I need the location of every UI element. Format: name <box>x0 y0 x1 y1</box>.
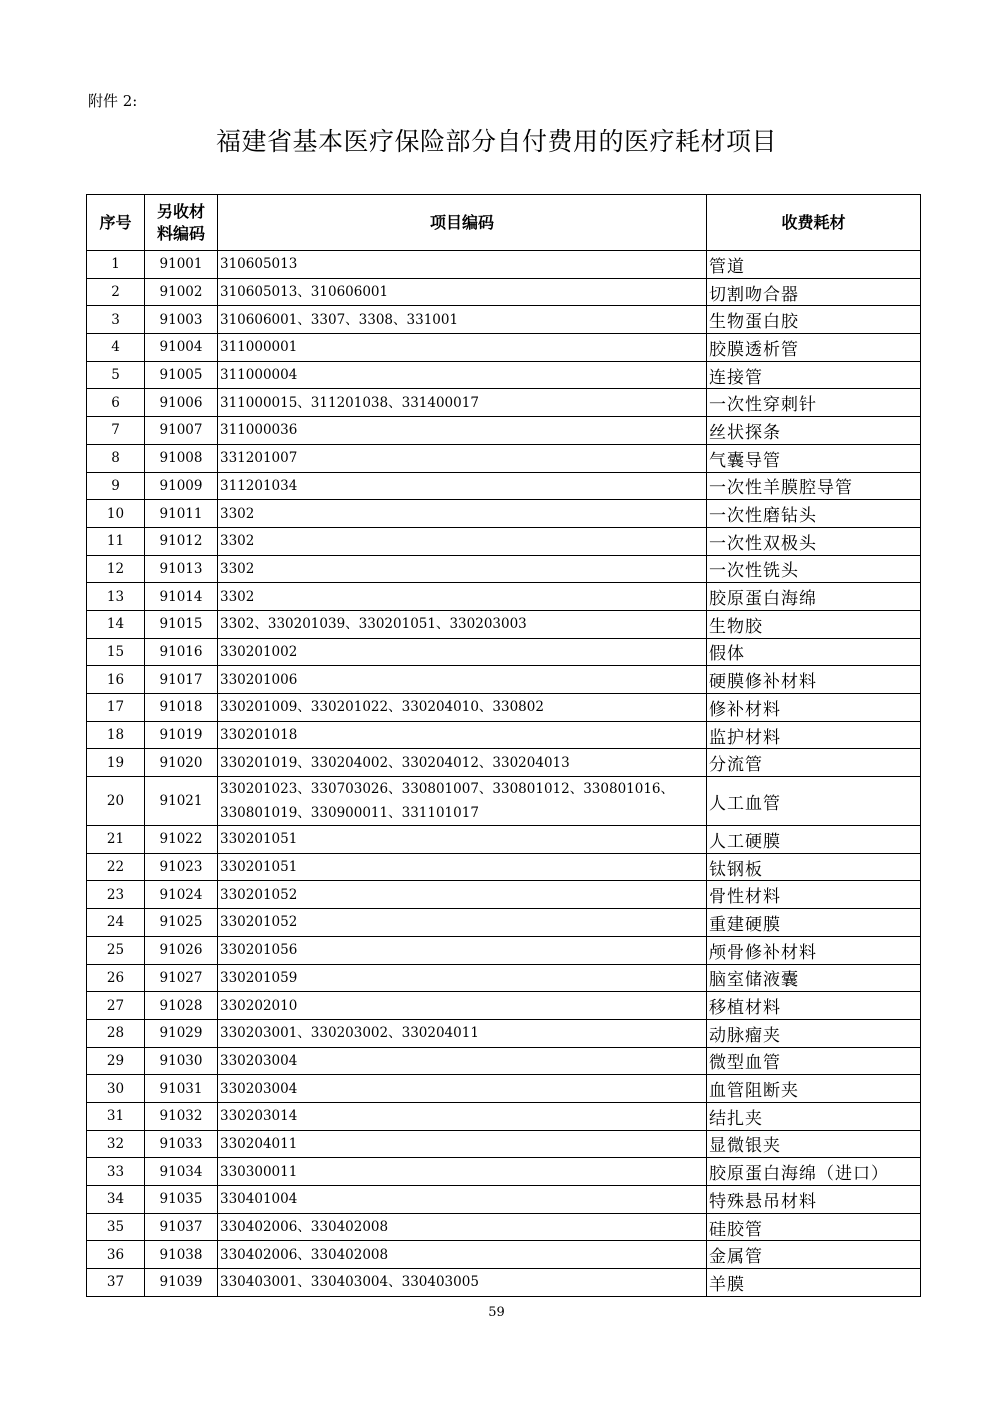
row-project-code: 311000004 <box>218 361 707 389</box>
row-material: 切割吻合器 <box>707 278 921 306</box>
row-seq: 21 <box>87 826 145 854</box>
row-seq: 8 <box>87 444 145 472</box>
row-material-code: 91033 <box>145 1130 218 1158</box>
row-material-code: 91011 <box>145 500 218 528</box>
row-material: 羊膜 <box>707 1269 921 1297</box>
table-row <box>87 749 921 777</box>
row-seq: 26 <box>87 964 145 992</box>
row-project-code: 330203004 <box>218 1075 707 1103</box>
row-material: 硅胶管 <box>707 1213 921 1241</box>
row-material: 重建硬膜 <box>707 909 921 937</box>
row-material: 一次性羊膜腔导管 <box>707 472 921 500</box>
row-material-code: 91026 <box>145 936 218 964</box>
row-material-code: 91002 <box>145 278 218 306</box>
row-material-code: 91030 <box>145 1047 218 1075</box>
row-material-code: 91004 <box>145 334 218 362</box>
row-project-code: 3302 <box>218 527 707 555</box>
row-material-code: 91015 <box>145 610 218 638</box>
table-row <box>87 278 921 306</box>
table-row <box>87 964 921 992</box>
row-seq: 15 <box>87 638 145 666</box>
row-project-code: 330201023、330703026、330801007、330801012、330801016、330801019、330900011、331101017 <box>218 777 707 826</box>
header-seq: 序号 <box>87 195 145 251</box>
table-row <box>87 694 921 722</box>
row-project-code: 330203001、330203002、330204011 <box>218 1019 707 1047</box>
row-seq: 4 <box>87 334 145 362</box>
row-seq: 19 <box>87 749 145 777</box>
row-material: 分流管 <box>707 749 921 777</box>
row-material: 修补材料 <box>707 694 921 722</box>
table-row <box>87 555 921 583</box>
row-material-code: 91024 <box>145 881 218 909</box>
table-row <box>87 361 921 389</box>
row-seq: 7 <box>87 417 145 445</box>
row-material: 微型血管 <box>707 1047 921 1075</box>
row-material: 脑室储液囊 <box>707 964 921 992</box>
table-row <box>87 472 921 500</box>
row-material: 移植材料 <box>707 992 921 1020</box>
row-seq: 30 <box>87 1075 145 1103</box>
row-material: 动脉瘤夹 <box>707 1019 921 1047</box>
table-row <box>87 610 921 638</box>
row-material: 钛钢板 <box>707 853 921 881</box>
row-material: 气囊导管 <box>707 444 921 472</box>
row-material: 生物蛋白胶 <box>707 306 921 334</box>
row-project-code: 330401004 <box>218 1186 707 1214</box>
row-material: 一次性磨钻头 <box>707 500 921 528</box>
row-material-code: 91018 <box>145 694 218 722</box>
row-project-code: 330201018 <box>218 721 707 749</box>
page-number: 59 <box>488 1305 505 1320</box>
row-seq: 31 <box>87 1102 145 1130</box>
row-material-code: 91013 <box>145 555 218 583</box>
row-seq: 6 <box>87 389 145 417</box>
table-row <box>87 1241 921 1269</box>
row-material-code: 91021 <box>145 777 218 826</box>
table-row <box>87 500 921 528</box>
row-material-code: 91038 <box>145 1241 218 1269</box>
row-project-code: 330201052 <box>218 881 707 909</box>
row-seq: 37 <box>87 1269 145 1297</box>
row-material: 胶膜透析管 <box>707 334 921 362</box>
row-project-code: 311000015、311201038、331400017 <box>218 389 707 417</box>
row-material: 生物胶 <box>707 610 921 638</box>
row-seq: 11 <box>87 527 145 555</box>
row-seq: 36 <box>87 1241 145 1269</box>
row-seq: 9 <box>87 472 145 500</box>
table-row <box>87 334 921 362</box>
row-project-code: 330201009、330201022、330204010、330802 <box>218 694 707 722</box>
table-row <box>87 583 921 611</box>
row-material-code: 91001 <box>145 251 218 279</box>
table-row <box>87 527 921 555</box>
table-row <box>87 936 921 964</box>
row-seq: 23 <box>87 881 145 909</box>
row-seq: 16 <box>87 666 145 694</box>
row-material: 胶原蛋白海绵（进口） <box>707 1158 921 1186</box>
row-project-code: 330201051 <box>218 853 707 881</box>
row-seq: 18 <box>87 721 145 749</box>
table-row <box>87 909 921 937</box>
row-material-code: 91032 <box>145 1102 218 1130</box>
row-project-code: 330201006 <box>218 666 707 694</box>
row-seq: 13 <box>87 583 145 611</box>
row-seq: 28 <box>87 1019 145 1047</box>
row-material-code: 91027 <box>145 964 218 992</box>
table-row <box>87 826 921 854</box>
row-project-code: 330201051 <box>218 826 707 854</box>
row-material-code: 91005 <box>145 361 218 389</box>
row-seq: 27 <box>87 992 145 1020</box>
header-code-line2: 料编码 <box>156 223 205 243</box>
row-seq: 34 <box>87 1186 145 1214</box>
table-row <box>87 1130 921 1158</box>
row-material: 监护材料 <box>707 721 921 749</box>
row-material: 一次性双极头 <box>707 527 921 555</box>
table-row <box>87 638 921 666</box>
row-project-code: 330203004 <box>218 1047 707 1075</box>
row-seq: 33 <box>87 1158 145 1186</box>
table-row <box>87 666 921 694</box>
row-seq: 20 <box>87 777 145 826</box>
row-material: 金属管 <box>707 1241 921 1269</box>
row-material-code: 91006 <box>145 389 218 417</box>
row-material: 显微银夹 <box>707 1130 921 1158</box>
row-material-code: 91028 <box>145 992 218 1020</box>
table-row <box>87 251 921 279</box>
row-material: 丝状探条 <box>707 417 921 445</box>
row-material-code: 91008 <box>145 444 218 472</box>
table-row <box>87 1269 921 1297</box>
row-material: 假体 <box>707 638 921 666</box>
table-row <box>87 721 921 749</box>
table-row <box>87 389 921 417</box>
header-project: 项目编码 <box>218 195 707 251</box>
table-row <box>87 1102 921 1130</box>
row-seq: 3 <box>87 306 145 334</box>
table-row <box>87 1047 921 1075</box>
table-row <box>87 853 921 881</box>
table-row <box>87 306 921 334</box>
row-material: 管道 <box>707 251 921 279</box>
table-row <box>87 444 921 472</box>
row-material-code: 91020 <box>145 749 218 777</box>
row-material-code: 91016 <box>145 638 218 666</box>
row-project-code: 330201059 <box>218 964 707 992</box>
row-seq: 10 <box>87 500 145 528</box>
row-material: 人工血管 <box>707 777 921 826</box>
row-project-code: 310605013 <box>218 251 707 279</box>
row-seq: 25 <box>87 936 145 964</box>
row-project-code: 330403001、330403004、330403005 <box>218 1269 707 1297</box>
row-project-code: 310606001、3307、3308、331001 <box>218 306 707 334</box>
row-material: 硬膜修补材料 <box>707 666 921 694</box>
row-seq: 12 <box>87 555 145 583</box>
row-project-code: 330204011 <box>218 1130 707 1158</box>
table-row <box>87 777 921 826</box>
table-row <box>87 1019 921 1047</box>
row-project-code: 331201007 <box>218 444 707 472</box>
row-material: 人工硬膜 <box>707 826 921 854</box>
attachment-label: 附件 2: <box>88 92 138 110</box>
row-project-code: 330203014 <box>218 1102 707 1130</box>
row-material-code: 91019 <box>145 721 218 749</box>
row-material: 骨性材料 <box>707 881 921 909</box>
row-project-code: 330402006、330402008 <box>218 1241 707 1269</box>
header-material: 收费耗材 <box>707 195 921 251</box>
row-material-code: 91003 <box>145 306 218 334</box>
row-material-code: 91022 <box>145 826 218 854</box>
row-material: 颅骨修补材料 <box>707 936 921 964</box>
header-code <box>145 195 218 251</box>
row-seq: 14 <box>87 610 145 638</box>
row-material-code: 91025 <box>145 909 218 937</box>
row-project-code: 311000001 <box>218 334 707 362</box>
row-material: 特殊悬吊材料 <box>707 1186 921 1214</box>
row-seq: 29 <box>87 1047 145 1075</box>
row-material: 一次性铣头 <box>707 555 921 583</box>
header-code-line1: 另收材 <box>156 201 205 221</box>
row-seq: 17 <box>87 694 145 722</box>
row-material: 胶原蛋白海绵 <box>707 583 921 611</box>
row-project-code: 3302 <box>218 555 707 583</box>
row-project-code: 330201002 <box>218 638 707 666</box>
table-row <box>87 992 921 1020</box>
row-material-code: 91034 <box>145 1158 218 1186</box>
row-material: 连接管 <box>707 361 921 389</box>
row-project-code: 330300011 <box>218 1158 707 1186</box>
row-project-code: 3302 <box>218 500 707 528</box>
row-project-code: 311000036 <box>218 417 707 445</box>
row-project-code: 3302 <box>218 583 707 611</box>
row-project-code: 310605013、310606001 <box>218 278 707 306</box>
row-material: 血管阻断夹 <box>707 1075 921 1103</box>
table-header-row <box>87 195 921 251</box>
row-material-code: 91031 <box>145 1075 218 1103</box>
row-material-code: 91039 <box>145 1269 218 1297</box>
row-material-code: 91009 <box>145 472 218 500</box>
row-project-code: 311201034 <box>218 472 707 500</box>
row-seq: 2 <box>87 278 145 306</box>
row-material-code: 91023 <box>145 853 218 881</box>
row-seq: 32 <box>87 1130 145 1158</box>
table-row <box>87 1158 921 1186</box>
table-row <box>87 1075 921 1103</box>
row-material-code: 91037 <box>145 1213 218 1241</box>
row-material-code: 91017 <box>145 666 218 694</box>
table-row <box>87 1213 921 1241</box>
row-material-code: 91012 <box>145 527 218 555</box>
row-seq: 24 <box>87 909 145 937</box>
row-seq: 22 <box>87 853 145 881</box>
row-material-code: 91035 <box>145 1186 218 1214</box>
table-row <box>87 881 921 909</box>
row-material-code: 91014 <box>145 583 218 611</box>
row-project-code: 330202010 <box>218 992 707 1020</box>
row-material-code: 91007 <box>145 417 218 445</box>
table-row <box>87 1186 921 1214</box>
row-material: 结扎夹 <box>707 1102 921 1130</box>
row-seq: 1 <box>87 251 145 279</box>
table-body <box>87 251 921 1297</box>
row-project-code: 330201056 <box>218 936 707 964</box>
row-project-code: 3302、330201039、330201051、330203003 <box>218 610 707 638</box>
row-seq: 5 <box>87 361 145 389</box>
row-seq: 35 <box>87 1213 145 1241</box>
row-project-code: 330201019、330204002、330204012、330204013 <box>218 749 707 777</box>
document-title: 福建省基本医疗保险部分自付费用的医疗耗材项目 <box>215 127 777 156</box>
row-project-code: 330201052 <box>218 909 707 937</box>
materials-table <box>86 194 921 1297</box>
table-row <box>87 417 921 445</box>
row-material: 一次性穿刺针 <box>707 389 921 417</box>
row-material-code: 91029 <box>145 1019 218 1047</box>
row-project-code: 330402006、330402008 <box>218 1213 707 1241</box>
